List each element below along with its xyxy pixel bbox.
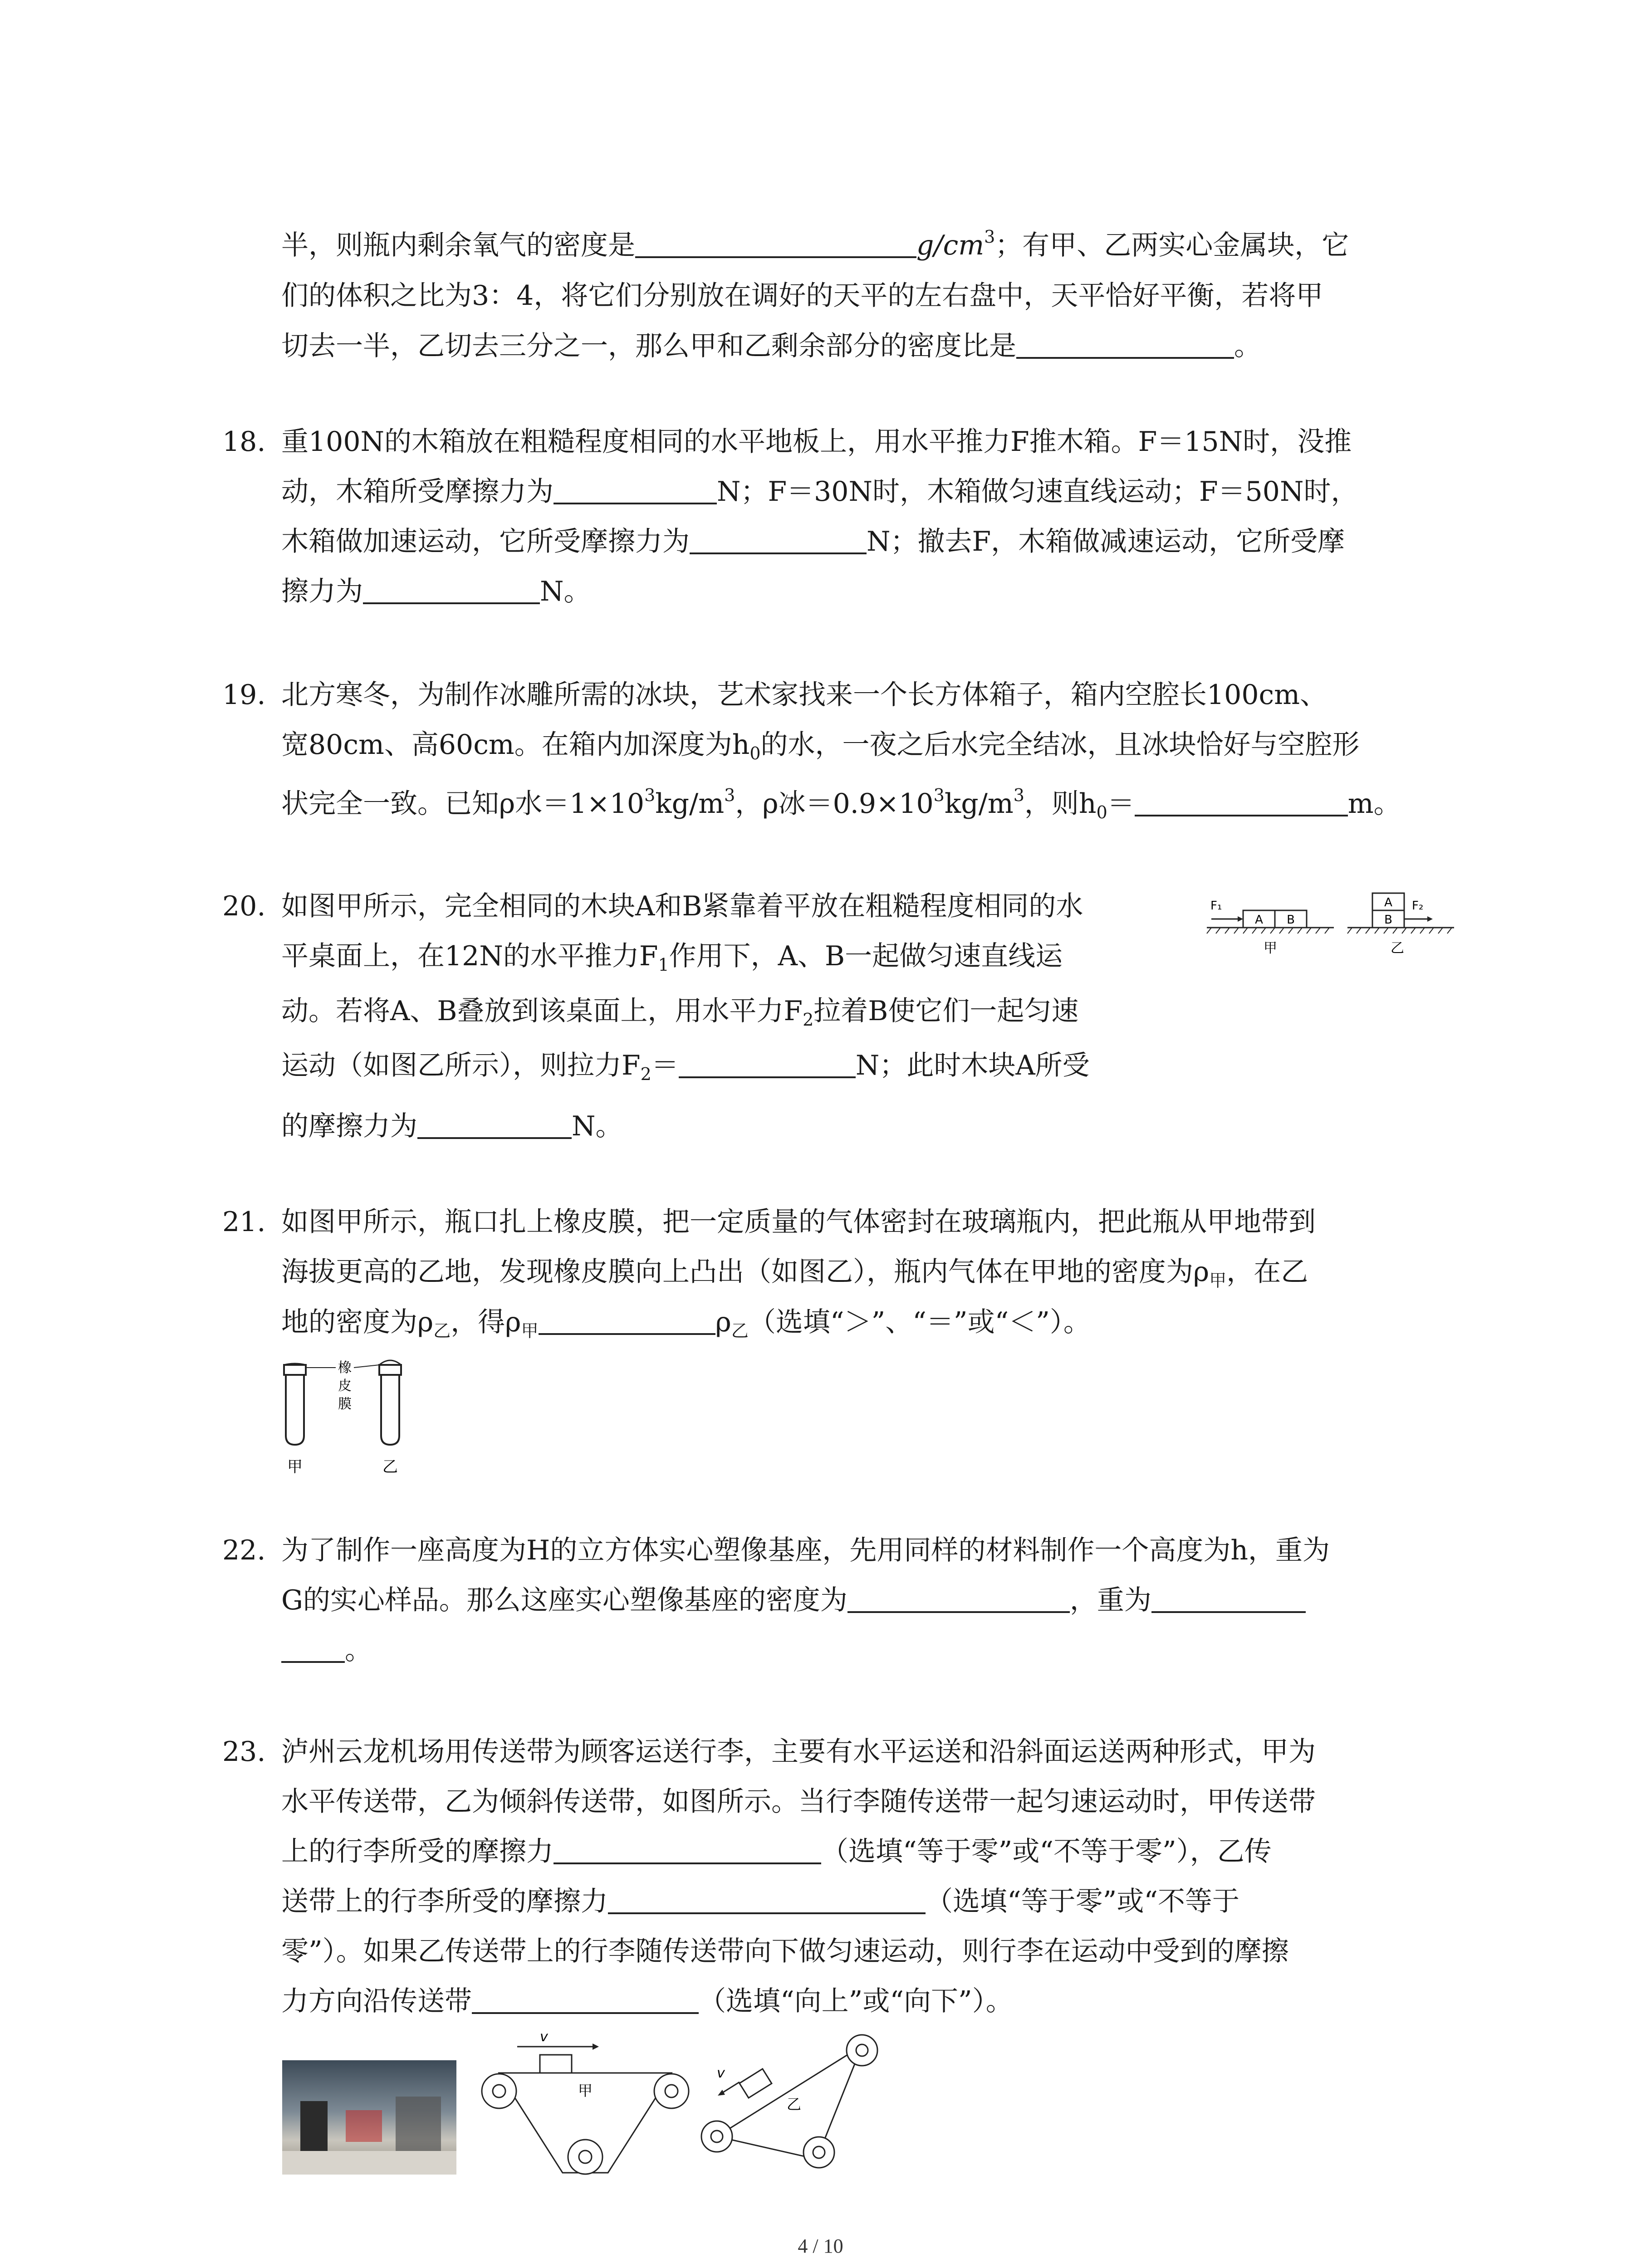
q17-line-2 [281,279,1323,312]
text: 重100N的木箱放在粗糙程度相同的水平地板上，用水平推力F推木箱。F＝15N时，没推 [281,426,1352,458]
text: N。 [540,576,591,607]
text: 为了制作一座高度为H的立方体实心塑像基座，先用同样的材料制作一个高度为h，重为 [281,1535,1330,1566]
q19-line-3: 状完全一致。已知ρ水$=1\times 10^3kg/m^3$，ρ冰$=0.9\times 10^3kg/m^3$，则$h_0= m$。 [281,785,1401,822]
conveyor-yi-figure [699,2023,898,2177]
q18-line-4 [281,575,591,608]
answer-blank[interactable] [417,1110,572,1139]
text: 地的密度为ρ [281,1306,434,1338]
text: （选填“向上”或“向下”）。 [699,1985,1013,2017]
text: 力方向沿传送带 [281,1985,472,2017]
caption-jia: 甲 [578,2082,593,2099]
text: 拉着B使它们一起匀速 [813,995,1079,1027]
text: 作用下，A、B一起做匀速直线运 [669,940,1063,972]
airport-photo [282,2060,456,2175]
q18-line-3 [281,525,1345,558]
q23-line-4 [281,1885,1239,1918]
text: 状完全一致。已知ρ水＝1×10 [281,788,645,820]
answer-blank[interactable] [690,525,867,554]
text: 运动（如图乙所示），则拉力F [281,1050,641,1081]
answer-blank[interactable] [554,475,717,504]
text: 送带上的行李所受的摩擦力 [281,1886,608,1917]
text: N；此时木块A所受 [855,1050,1090,1081]
answer-blank[interactable] [472,1985,699,2014]
page-number: 4 / 10 [798,2235,843,2257]
caption-yi: 乙 [786,2096,802,2113]
question-number: 20. [222,890,266,922]
text: 的水，一夜之后水完全结冰，且冰块恰好与空腔形 [760,729,1360,761]
unit: g/cm [916,230,985,261]
text: （选填“＞”、“＝”或“＜”）。 [748,1306,1091,1338]
text: 零”）。如果乙传送带上的行李随传送带向下做匀速运动，则行李在运动中受到的摩擦 [281,1936,1289,1967]
q21-line-2 [281,1256,1308,1288]
text: 海拔更高的乙地，发现橡皮膜向上凸出（如图乙），瓶内气体在甲地的密度为ρ [281,1256,1210,1288]
text: 上的行李所受的摩擦力 [281,1836,554,1867]
q20-line-4: 运动（如图乙所示），则拉力$F_2= N$；此时木块A所受 [281,1050,1090,1084]
q22-line-2 [281,1584,1306,1617]
q20-line-3: 动。若将A、B叠放到该桌面上，用水平力$F_2$拉着B使它们一起匀速 [281,995,1079,1030]
text: kg/m [655,788,725,820]
text: 如图甲所示，完全相同的木块A和B紧靠着平放在粗糙程度相同的水 [281,890,1083,922]
q20-figure [1202,885,1456,966]
text: ，重为 [1069,1584,1151,1616]
subscript: 甲 [1209,1271,1227,1290]
answer-blank[interactable] [635,229,916,258]
text: 动。若将A、B叠放到该桌面上，用水平力F [281,995,803,1027]
velocity-label: v [717,2065,725,2081]
text: ，则h [1024,788,1097,820]
q21-line-3 [281,1306,1091,1339]
text: 北方寒冬，为制作冰雕所需的冰块，艺术家找来一个长方体箱子，箱内空腔长100cm、 [281,679,1327,711]
force-f1-label: F₁ [1210,899,1222,913]
answer-blank[interactable] [679,1049,856,1078]
answer-blank[interactable] [281,1634,345,1663]
text: （选填“等于零”或“不等于 [926,1886,1240,1917]
q20-line-2: 平桌面上，在12N的水平推力$F_1$作用下，A、B一起做匀速直线运 [281,940,1063,975]
answer-blank[interactable] [363,575,540,604]
text: kg/m [944,788,1014,820]
q19-line-1 [281,679,1327,711]
q23-line-2 [281,1785,1316,1818]
text: 宽80cm、高60cm。在箱内加深度为h [281,729,750,761]
q17-line-1: 半，则瓶内剩余氧气的密度是 $g/cm^3$；有甲、乙两实心金属块，它 [281,227,1349,261]
question-number: 18. [222,426,266,458]
question-number: 23. [222,1736,266,1768]
text: 木箱做加速运动，它所受摩擦力为 [281,526,690,557]
text: ρ [715,1306,731,1338]
conveyor-jia-figure [472,2028,699,2177]
q18-line-2 [281,475,1358,508]
force-f2-label: F₂ [1412,899,1424,913]
question-number: 22. [222,1535,266,1566]
q19-line-2: 宽80cm、高60cm。在箱内加深度为$h_0$的水，一夜之后水完全结冰，且冰块恰好与空腔形 [281,729,1360,763]
text: ；有甲、乙两实心金属块，它 [995,230,1349,261]
caption-yi: 乙 [382,1458,398,1476]
block-b-label: B [1287,913,1295,927]
subscript: 乙 [433,1321,451,1341]
answer-blank[interactable] [608,1885,926,1914]
caption-jia: 甲 [287,1458,303,1476]
text: 切去一半，乙切去三分之一，那么甲和乙剩余部分的密度比是 [281,330,1016,362]
text: 半，则瓶内剩余氧气的密度是 [281,230,635,261]
text: 擦力为 [281,576,363,607]
answer-blank[interactable] [1151,1584,1306,1613]
text: G的实心样品。那么这座实心塑像基座的密度为 [281,1584,847,1616]
text: （选填“等于零”或“不等于零”），乙传 [821,1836,1272,1867]
q21-figure [272,1354,417,1486]
text: N；撤去F，木箱做减速运动，它所受摩 [867,526,1345,557]
q20-line-1 [281,890,1083,923]
stack-a-label: A [1384,896,1392,909]
velocity-label: v [540,2029,548,2045]
text: 们的体积之比为3：4，将它们分别放在调好的天平的左右盘中，天平恰好平衡，若将甲 [281,280,1323,312]
membrane-label-3: 膜 [338,1396,352,1412]
caption-yi: 乙 [1391,940,1404,956]
membrane-label-1: 橡 [338,1360,352,1376]
subscript: 甲 [521,1321,539,1341]
text: ，得ρ [451,1306,521,1338]
text: N；F＝30N时，木箱做匀速直线运动；F＝50N时， [717,476,1358,508]
q21-line-1 [281,1206,1316,1238]
answer-blank[interactable] [1016,330,1234,359]
stack-b-label: B [1384,913,1392,927]
q23-line-1 [281,1735,1316,1768]
text: 水平传送带，乙为倾斜传送带，如图所示。当行李随传送带一起匀速运动时，甲传送带 [281,1786,1316,1818]
answer-blank[interactable] [539,1306,715,1335]
text: 平桌面上，在12N的水平推力F [281,940,658,972]
text: ＝ [651,1050,679,1081]
text: 动，木箱所受摩擦力为 [281,476,554,508]
membrane-label-2: 皮 [338,1378,352,1394]
q22-line-1 [281,1534,1330,1567]
text: 。 [1234,330,1261,362]
answer-blank[interactable] [554,1835,821,1864]
answer-blank[interactable] [1135,787,1348,816]
answer-blank[interactable] [847,1584,1070,1613]
text: 泸州云龙机场用传送带为顾客运送行李，主要有水平运送和沿斜面运送两种形式，甲为 [281,1736,1316,1768]
subscript: 乙 [731,1321,749,1341]
q23-line-5 [281,1935,1289,1968]
text: ，ρ冰＝0.9×10 [735,788,934,820]
text: ＝ [1107,788,1135,820]
q20-line-5 [281,1110,623,1143]
q22-line-3 [281,1634,372,1667]
text: 。 [345,1634,372,1666]
q18-line-1 [281,425,1352,458]
text: ，在乙 [1226,1256,1308,1288]
text: N。 [572,1110,623,1142]
q23-line-6 [281,1985,1013,2018]
block-a-label: A [1255,913,1263,927]
question-number: 21. [222,1206,266,1238]
text: m。 [1347,788,1401,820]
q23-line-3 [281,1835,1272,1868]
text: 的摩擦力为 [281,1110,417,1142]
question-number: 19. [222,679,266,711]
q17-line-3 [281,330,1261,362]
caption-jia: 甲 [1264,940,1277,956]
text: 如图甲所示，瓶口扎上橡皮膜，把一定质量的气体密封在玻璃瓶内，把此瓶从甲地带到 [281,1206,1316,1238]
